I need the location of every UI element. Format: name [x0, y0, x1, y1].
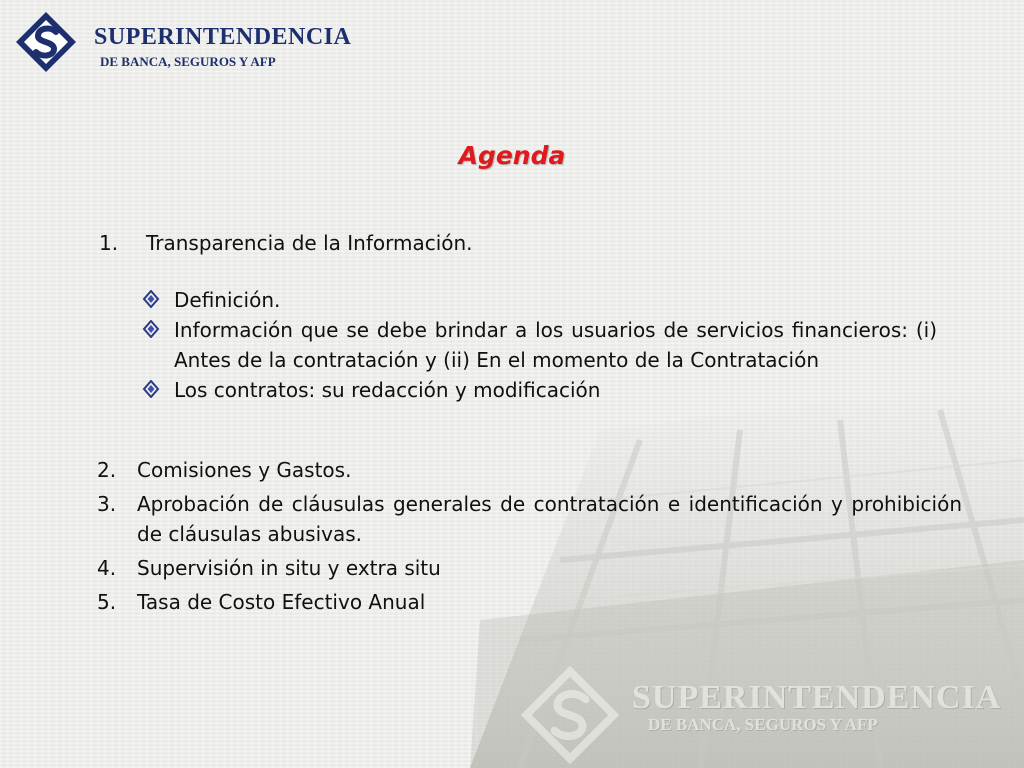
logo-line-2: DE BANCA, SEGUROS Y AFP: [100, 54, 276, 69]
sub-bullet-text: Los contratos: su redacción y modificación: [174, 378, 601, 402]
watermark-line-2: DE BANCA, SEGUROS Y AFP: [648, 715, 878, 734]
slide-title: Agenda: [458, 141, 566, 170]
watermark-line-1: SUPERINTENDENCIA: [632, 679, 1002, 716]
agenda-list: [97, 455, 962, 621]
sub-bullet-item: [142, 285, 937, 315]
sbs-logo-icon: [14, 10, 78, 74]
sub-bullet-text: Definición.: [174, 288, 281, 312]
agenda-item-number: 4.: [97, 556, 117, 580]
diamond-bullet-icon: [142, 320, 160, 338]
logo-line-1: SUPERINTENDENCIA: [94, 24, 352, 50]
agenda-item-text: Comisiones y Gastos.: [137, 458, 352, 482]
agenda-item-2: [97, 455, 962, 485]
agenda-item-5: [97, 587, 962, 617]
diamond-bullet-icon: [142, 290, 160, 308]
agenda-item-text: Supervisión in situ y extra situ: [137, 556, 441, 580]
agenda-item-number: 1.: [99, 231, 119, 255]
sub-bullet-list: [142, 285, 937, 405]
logo: [14, 10, 352, 76]
agenda-item-4: [97, 553, 962, 583]
agenda-item-3: [97, 489, 962, 549]
agenda-item-number: 5.: [97, 590, 117, 614]
agenda-item-number: 3.: [97, 492, 117, 516]
watermark-logo-icon: [520, 665, 620, 765]
sub-bullet-text: Información que se debe brindar a los usuarios de servicios financieros: (i) Antes de la contratación y (ii) En el momento de la Contratación: [174, 318, 937, 372]
agenda-item-text: Aprobación de cláusulas generales de contratación e identificación y prohibición de cláusulas abusivas.: [137, 492, 962, 546]
agenda-item-number: 2.: [97, 458, 117, 482]
agenda-item-text: Tasa de Costo Efectivo Anual: [137, 590, 426, 614]
diamond-bullet-icon: [142, 380, 160, 398]
sub-bullet-item: [142, 375, 937, 405]
sub-bullet-item: [142, 315, 937, 375]
watermark-logo: [520, 665, 1020, 765]
agenda-item-text: Transparencia de la Información.: [146, 231, 473, 255]
agenda-item-1: [99, 228, 473, 258]
